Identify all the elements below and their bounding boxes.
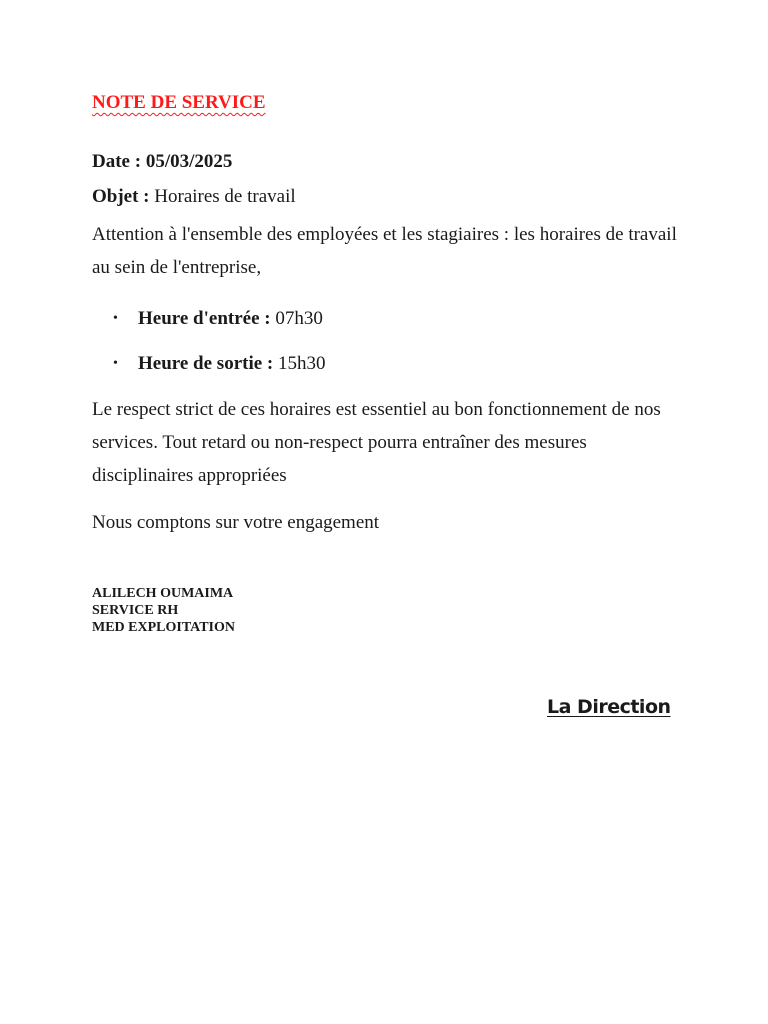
body-paragraph: Le respect strict de ces horaires est essentiel au bon fonctionnement de nos services. Tout retard ou non-respect pourra entraîner des mesures disciplinaires appropriées <box>92 399 661 486</box>
objet-line <box>92 180 296 213</box>
bullet-value: 07h30 <box>275 308 323 329</box>
signature-service: SERVICE RH <box>92 603 179 618</box>
document-title: NOTE DE SERVICE <box>92 92 266 113</box>
bullet-label: Heure de sortie : <box>138 353 278 374</box>
date-line <box>92 145 232 178</box>
date-label: Date : <box>92 151 146 172</box>
objet-value: Horaires de travail <box>154 186 296 207</box>
closing-line: Nous comptons sur votre engagement <box>92 512 380 533</box>
signature-company: MED EXPLOITATION <box>92 620 235 635</box>
signature-block <box>92 585 235 636</box>
intro-paragraph: Attention à l'ensemble des employées et les stagiaires : les horaires de travail au sein de l'entreprise, <box>92 224 677 278</box>
signature-name: ALILECH OUMAIMA <box>92 586 234 601</box>
date-value: 05/03/2025 <box>145 151 233 172</box>
bullet-dot-icon: • <box>113 356 118 371</box>
bullet-value: 15h30 <box>278 353 326 374</box>
bullet-item-exit <box>138 347 326 380</box>
objet-label: Objet : <box>92 186 155 207</box>
bullet-item-entry <box>138 302 323 335</box>
bullet-dot-icon: • <box>113 311 118 326</box>
direction-signoff: La Direction <box>547 696 671 718</box>
bullet-label: Heure d'entrée : <box>138 308 276 329</box>
